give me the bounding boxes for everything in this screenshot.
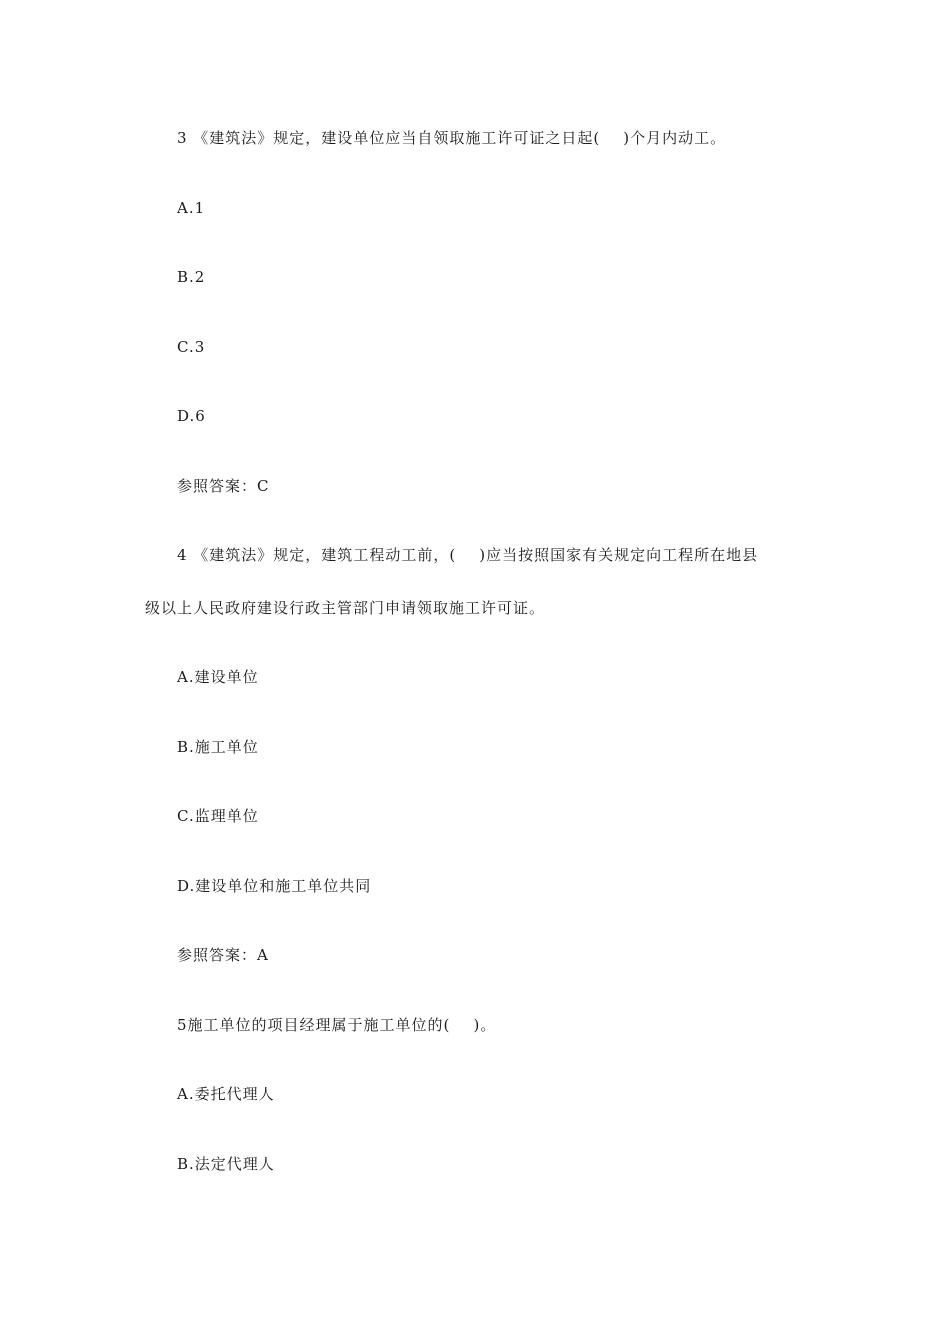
question-3-answer: 参照答案：C bbox=[177, 477, 270, 495]
question-5-stem: 5施工单位的项目经理属于施工单位的( )。 bbox=[177, 1016, 497, 1034]
question-3-option-c: C.3 bbox=[177, 338, 206, 356]
question-4-stem-line-2: 级以上人民政府建设行政主管部门申请领取施工许可证。 bbox=[145, 599, 546, 617]
question-3-stem: 3 《建筑法》规定，建设单位应当自领取施工许可证之日起( )个月内动工。 bbox=[177, 129, 727, 147]
question-3-option-b: B.2 bbox=[177, 268, 206, 286]
question-3-option-a: A.1 bbox=[177, 199, 206, 217]
question-5-option-b: B.法定代理人 bbox=[177, 1155, 275, 1173]
question-3-option-d: D.6 bbox=[177, 407, 206, 425]
question-4-option-a: A.建设单位 bbox=[177, 668, 259, 686]
question-5-option-a: A.委托代理人 bbox=[177, 1085, 275, 1103]
question-4-stem-line-1: 4 《建筑法》规定，建筑工程动工前，( )应当按照国家有关规定向工程所在地县 bbox=[177, 546, 759, 564]
question-4-answer: 参照答案：A bbox=[177, 946, 269, 964]
question-4-option-b: B.施工单位 bbox=[177, 738, 259, 756]
question-4-option-c: C.监理单位 bbox=[177, 807, 259, 825]
question-4-option-d: D.建设单位和施工单位共同 bbox=[177, 877, 372, 895]
